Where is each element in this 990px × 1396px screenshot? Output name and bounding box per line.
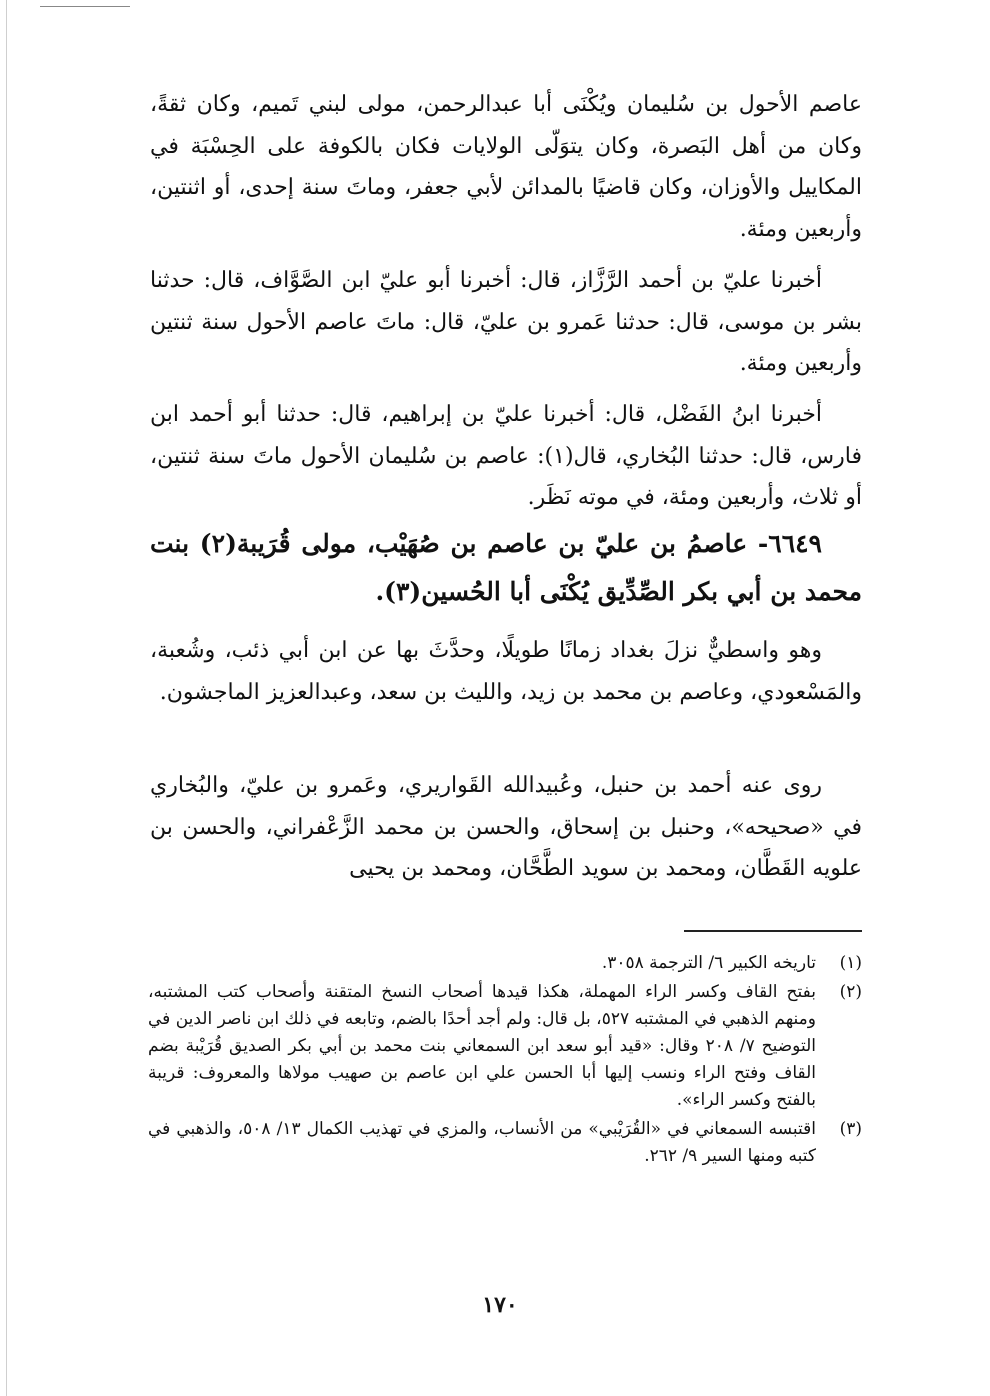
paragraph-text: عاصم الأحول بن سُليمان ويُكْنَى أبا عبدالرحمن، مولى لبني تَميم، وكان ثقةً، وكان من أهل البَصرة، وكان يتوَلّى الولايات فكان بالكوفة على الحِسْبَة في المكاييل والأوزان، وكان قاضيًا بالمدائن لأبي جعفر، وماتَ سنة إحدى، أو اثنتين، وأربعين ومئة. xyxy=(150,92,862,242)
footnote-2 xyxy=(148,979,862,1114)
body-paragraph-5 xyxy=(150,765,862,890)
scan-edge-line xyxy=(6,0,7,1396)
footnote-text: بفتح القاف وكسر الراء المهملة، هكذا قيدها أصحاب النسخ المتقنة وأصحاب كتب المشتبه، ومنهم الذهبي في المشتبه ٥٢٧، بل قال: ولم أجد أحدًا بالضم، وتابعه في ذلك ابن ناصر الدين في التوضيح ٧/ ٢٠٨ وقال: «قيد أبو سعد ابن السمعاني بنت محمد بن أبي بكر الصديق قُرَيْبة بضم القاف وفتح الراء ونسب إليها أبا الحسن علي ابن عاصم بن صهيب مولاها والمعروف: قريبة بالفتح وكسر الراء». xyxy=(148,982,816,1110)
paragraph-text: وهو واسطيٌّ نزلَ بغداد زمانًا طويلًا، وحدَّثَ بها عن ابن أبي ذئب، وشُعبة، والمَسْعودي، وعاصم بن محمد بن زيد، والليث بن سعد، وعبدالعزيز الماجشون. xyxy=(150,638,862,705)
footnote-number: (١) xyxy=(839,953,862,973)
footnote-text: اقتبسه السمعاني في «القُرَيْبي» من الأنساب، والمزي في تهذيب الكمال ١٣/ ٥٠٨، والذهبي في كتبه ومنها السير ٩/ ٢٦٢. xyxy=(148,1119,817,1166)
footnote-text: تاريخه الكبير ٦/ الترجمة ٣٠٥٨. xyxy=(601,953,816,973)
footnote-number: (٢) xyxy=(839,982,862,1002)
footnote-number: (٣) xyxy=(839,1119,862,1139)
page-number: ١٧٠ xyxy=(482,1292,518,1318)
body-paragraph-1 xyxy=(150,84,862,250)
body-paragraph-3 xyxy=(150,394,862,519)
body-paragraph-2 xyxy=(150,260,862,385)
paragraph-text: أخبرنا ابنُ الفَضْل، قال: أخبرنا عليّ بن إبراهيم، قال: حدثنا أبو أحمد ابن فارس، قال: حدثنا البُخاري، قال(١): عاصم بن سُليمان الأحول ماتَ سنة ثنتين، أو ثلاث، وأربعين ومئة، في موته نَظَر. xyxy=(150,402,862,510)
paragraph-text: أخبرنا عليّ بن أحمد الرَّزَّاز، قال: أخبرنا أبو عليّ ابن الصَّوَّاف، قال: حدثنا بشر بن موسى، قال: حدثنا عَمرو بن عليّ، قال: ماتَ عاصم الأحول سنة ثنتين وأربعين ومئة. xyxy=(150,268,862,376)
entry-heading xyxy=(150,520,862,616)
scan-top-mark xyxy=(40,6,130,7)
entry-heading-text: ٦٦٤٩- عاصمُ بن عليّ بن عاصم بن صُهَيْب، مولى قُرَيبة(٢) بنت محمد بن أبي بكر الصِّدِّيق يُكْنَى أبا الحُسين(٣). xyxy=(150,529,862,606)
footnote-3 xyxy=(148,1116,862,1170)
body-paragraph-4 xyxy=(150,630,862,713)
footnotes xyxy=(148,950,862,1172)
footnote-divider xyxy=(684,930,862,932)
paragraph-text: روى عنه أحمد بن حنبل، وعُبيدالله القَواريري، وعَمرو بن عليّ، والبُخاري في «صحيحه»، وحنبل بن إسحاق، والحسن بن محمد الزَّعْفراني، والحسن بن علويه القَطَّان، ومحمد بن سويد الطَّحَّان، ومحمد بن يحيى xyxy=(150,773,862,881)
footnote-1 xyxy=(148,950,862,977)
